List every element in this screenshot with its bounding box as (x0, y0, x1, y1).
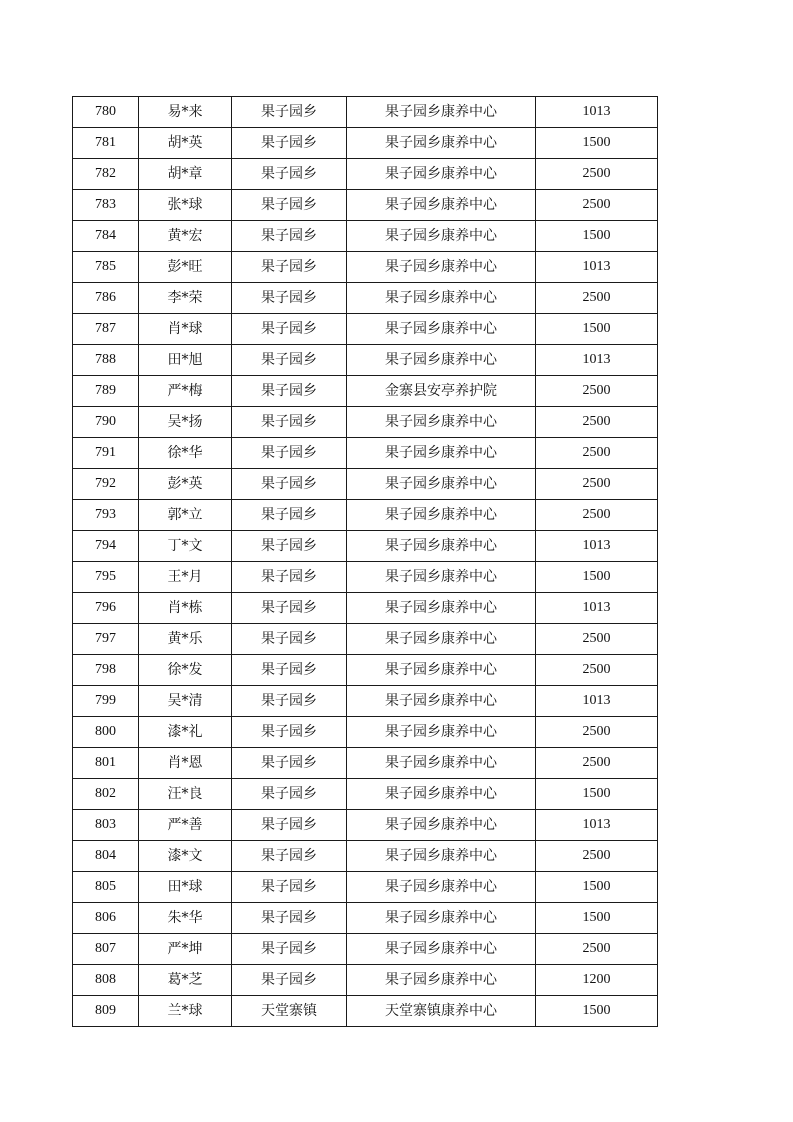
township-cell: 果子园乡 (232, 283, 347, 314)
township-cell: 果子园乡 (232, 221, 347, 252)
person-name-cell: 吴*扬 (139, 407, 232, 438)
township-cell: 果子园乡 (232, 903, 347, 934)
table-row (73, 438, 658, 469)
amount-cell: 2500 (536, 934, 658, 965)
township-cell: 果子园乡 (232, 438, 347, 469)
township-cell: 天堂寨镇 (232, 996, 347, 1027)
care-institution-cell: 果子园乡康养中心 (347, 314, 536, 345)
township-cell: 果子园乡 (232, 159, 347, 190)
person-name-cell: 朱*华 (139, 903, 232, 934)
row-number-cell: 785 (73, 252, 139, 283)
row-number-cell: 808 (73, 965, 139, 996)
care-institution-cell: 果子园乡康养中心 (347, 252, 536, 283)
township-cell: 果子园乡 (232, 810, 347, 841)
care-institution-cell: 果子园乡康养中心 (347, 407, 536, 438)
person-name-cell: 丁*文 (139, 531, 232, 562)
care-institution-cell: 果子园乡康养中心 (347, 469, 536, 500)
row-number-cell: 783 (73, 190, 139, 221)
amount-cell: 2500 (536, 283, 658, 314)
person-name-cell: 徐*发 (139, 655, 232, 686)
township-cell: 果子园乡 (232, 531, 347, 562)
person-name-cell: 严*坤 (139, 934, 232, 965)
table-row (73, 934, 658, 965)
amount-cell: 1500 (536, 779, 658, 810)
amount-cell: 2500 (536, 500, 658, 531)
person-name-cell: 胡*章 (139, 159, 232, 190)
care-institution-cell: 果子园乡康养中心 (347, 283, 536, 314)
row-number-cell: 809 (73, 996, 139, 1027)
care-institution-cell: 果子园乡康养中心 (347, 965, 536, 996)
care-institution-cell: 果子园乡康养中心 (347, 97, 536, 128)
table-row (73, 841, 658, 872)
table-row (73, 655, 658, 686)
township-cell: 果子园乡 (232, 314, 347, 345)
care-institution-cell: 果子园乡康养中心 (347, 128, 536, 159)
table-row (73, 965, 658, 996)
amount-cell: 1500 (536, 903, 658, 934)
person-name-cell: 田*球 (139, 872, 232, 903)
amount-cell: 1500 (536, 314, 658, 345)
person-name-cell: 黄*宏 (139, 221, 232, 252)
care-institution-cell: 果子园乡康养中心 (347, 748, 536, 779)
row-number-cell: 795 (73, 562, 139, 593)
care-institution-cell: 果子园乡康养中心 (347, 438, 536, 469)
township-cell: 果子园乡 (232, 345, 347, 376)
care-institution-cell: 果子园乡康养中心 (347, 500, 536, 531)
row-number-cell: 802 (73, 779, 139, 810)
person-name-cell: 彭*旺 (139, 252, 232, 283)
row-number-cell: 791 (73, 438, 139, 469)
township-cell: 果子园乡 (232, 190, 347, 221)
township-cell: 果子园乡 (232, 593, 347, 624)
person-name-cell: 王*月 (139, 562, 232, 593)
care-institution-cell: 天堂寨镇康养中心 (347, 996, 536, 1027)
row-number-cell: 799 (73, 686, 139, 717)
care-institution-cell: 果子园乡康养中心 (347, 221, 536, 252)
row-number-cell: 788 (73, 345, 139, 376)
row-number-cell: 789 (73, 376, 139, 407)
township-cell: 果子园乡 (232, 779, 347, 810)
amount-cell: 2500 (536, 469, 658, 500)
row-number-cell: 797 (73, 624, 139, 655)
table-row (73, 500, 658, 531)
roster-table (72, 96, 658, 1027)
amount-cell: 2500 (536, 190, 658, 221)
person-name-cell: 彭*英 (139, 469, 232, 500)
row-number-cell: 784 (73, 221, 139, 252)
care-institution-cell: 果子园乡康养中心 (347, 779, 536, 810)
person-name-cell: 郭*立 (139, 500, 232, 531)
amount-cell: 1013 (536, 252, 658, 283)
table-row (73, 872, 658, 903)
township-cell: 果子园乡 (232, 500, 347, 531)
row-number-cell: 796 (73, 593, 139, 624)
amount-cell: 1200 (536, 965, 658, 996)
amount-cell: 2500 (536, 841, 658, 872)
township-cell: 果子园乡 (232, 407, 347, 438)
person-name-cell: 肖*栋 (139, 593, 232, 624)
table-row (73, 407, 658, 438)
person-name-cell: 漆*文 (139, 841, 232, 872)
row-number-cell: 801 (73, 748, 139, 779)
person-name-cell: 漆*礼 (139, 717, 232, 748)
care-institution-cell: 果子园乡康养中心 (347, 531, 536, 562)
care-institution-cell: 果子园乡康养中心 (347, 624, 536, 655)
township-cell: 果子园乡 (232, 841, 347, 872)
person-name-cell: 肖*球 (139, 314, 232, 345)
township-cell: 果子园乡 (232, 748, 347, 779)
table-row (73, 469, 658, 500)
amount-cell: 1013 (536, 97, 658, 128)
care-institution-cell: 果子园乡康养中心 (347, 655, 536, 686)
township-cell: 果子园乡 (232, 686, 347, 717)
row-number-cell: 805 (73, 872, 139, 903)
table-row (73, 159, 658, 190)
township-cell: 果子园乡 (232, 872, 347, 903)
amount-cell: 1500 (536, 872, 658, 903)
amount-cell: 1013 (536, 593, 658, 624)
amount-cell: 2500 (536, 717, 658, 748)
care-institution-cell: 果子园乡康养中心 (347, 903, 536, 934)
care-institution-cell: 果子园乡康养中心 (347, 934, 536, 965)
person-name-cell: 田*旭 (139, 345, 232, 376)
person-name-cell: 兰*球 (139, 996, 232, 1027)
row-number-cell: 806 (73, 903, 139, 934)
person-name-cell: 葛*芝 (139, 965, 232, 996)
care-institution-cell: 果子园乡康养中心 (347, 686, 536, 717)
row-number-cell: 787 (73, 314, 139, 345)
roster-table-body (73, 97, 658, 1027)
care-institution-cell: 果子园乡康养中心 (347, 872, 536, 903)
table-row (73, 903, 658, 934)
row-number-cell: 807 (73, 934, 139, 965)
row-number-cell: 786 (73, 283, 139, 314)
person-name-cell: 张*球 (139, 190, 232, 221)
care-institution-cell: 果子园乡康养中心 (347, 159, 536, 190)
care-institution-cell: 果子园乡康养中心 (347, 841, 536, 872)
amount-cell: 2500 (536, 438, 658, 469)
care-institution-cell: 果子园乡康养中心 (347, 562, 536, 593)
person-name-cell: 黄*乐 (139, 624, 232, 655)
amount-cell: 1500 (536, 562, 658, 593)
table-row (73, 221, 658, 252)
care-institution-cell: 果子园乡康养中心 (347, 593, 536, 624)
row-number-cell: 803 (73, 810, 139, 841)
amount-cell: 1013 (536, 531, 658, 562)
person-name-cell: 胡*英 (139, 128, 232, 159)
person-name-cell: 易*来 (139, 97, 232, 128)
table-row (73, 748, 658, 779)
amount-cell: 2500 (536, 624, 658, 655)
table-row (73, 686, 658, 717)
row-number-cell: 793 (73, 500, 139, 531)
amount-cell: 1013 (536, 810, 658, 841)
amount-cell: 2500 (536, 159, 658, 190)
amount-cell: 2500 (536, 376, 658, 407)
township-cell: 果子园乡 (232, 965, 347, 996)
table-row (73, 810, 658, 841)
amount-cell: 1013 (536, 686, 658, 717)
table-row (73, 283, 658, 314)
row-number-cell: 780 (73, 97, 139, 128)
township-cell: 果子园乡 (232, 128, 347, 159)
table-row (73, 190, 658, 221)
table-row (73, 624, 658, 655)
township-cell: 果子园乡 (232, 717, 347, 748)
amount-cell: 2500 (536, 748, 658, 779)
row-number-cell: 794 (73, 531, 139, 562)
row-number-cell: 798 (73, 655, 139, 686)
amount-cell: 1500 (536, 996, 658, 1027)
care-institution-cell: 果子园乡康养中心 (347, 190, 536, 221)
table-row (73, 128, 658, 159)
amount-cell: 1500 (536, 128, 658, 159)
table-row (73, 593, 658, 624)
table-row (73, 376, 658, 407)
care-institution-cell: 果子园乡康养中心 (347, 345, 536, 376)
row-number-cell: 790 (73, 407, 139, 438)
township-cell: 果子园乡 (232, 376, 347, 407)
township-cell: 果子园乡 (232, 562, 347, 593)
person-name-cell: 严*梅 (139, 376, 232, 407)
person-name-cell: 汪*良 (139, 779, 232, 810)
township-cell: 果子园乡 (232, 469, 347, 500)
care-institution-cell: 果子园乡康养中心 (347, 717, 536, 748)
care-institution-cell: 金寨县安亭养护院 (347, 376, 536, 407)
township-cell: 果子园乡 (232, 655, 347, 686)
township-cell: 果子园乡 (232, 97, 347, 128)
person-name-cell: 吴*清 (139, 686, 232, 717)
person-name-cell: 严*善 (139, 810, 232, 841)
table-row (73, 779, 658, 810)
person-name-cell: 李*荣 (139, 283, 232, 314)
table-row (73, 996, 658, 1027)
row-number-cell: 804 (73, 841, 139, 872)
table-row (73, 252, 658, 283)
row-number-cell: 800 (73, 717, 139, 748)
table-row (73, 314, 658, 345)
care-institution-cell: 果子园乡康养中心 (347, 810, 536, 841)
township-cell: 果子园乡 (232, 252, 347, 283)
table-row (73, 531, 658, 562)
amount-cell: 2500 (536, 407, 658, 438)
row-number-cell: 782 (73, 159, 139, 190)
table-row (73, 562, 658, 593)
amount-cell: 1013 (536, 345, 658, 376)
table-row (73, 717, 658, 748)
row-number-cell: 781 (73, 128, 139, 159)
person-name-cell: 徐*华 (139, 438, 232, 469)
township-cell: 果子园乡 (232, 624, 347, 655)
table-row (73, 345, 658, 376)
township-cell: 果子园乡 (232, 934, 347, 965)
row-number-cell: 792 (73, 469, 139, 500)
table-row (73, 97, 658, 128)
person-name-cell: 肖*恩 (139, 748, 232, 779)
amount-cell: 1500 (536, 221, 658, 252)
amount-cell: 2500 (536, 655, 658, 686)
